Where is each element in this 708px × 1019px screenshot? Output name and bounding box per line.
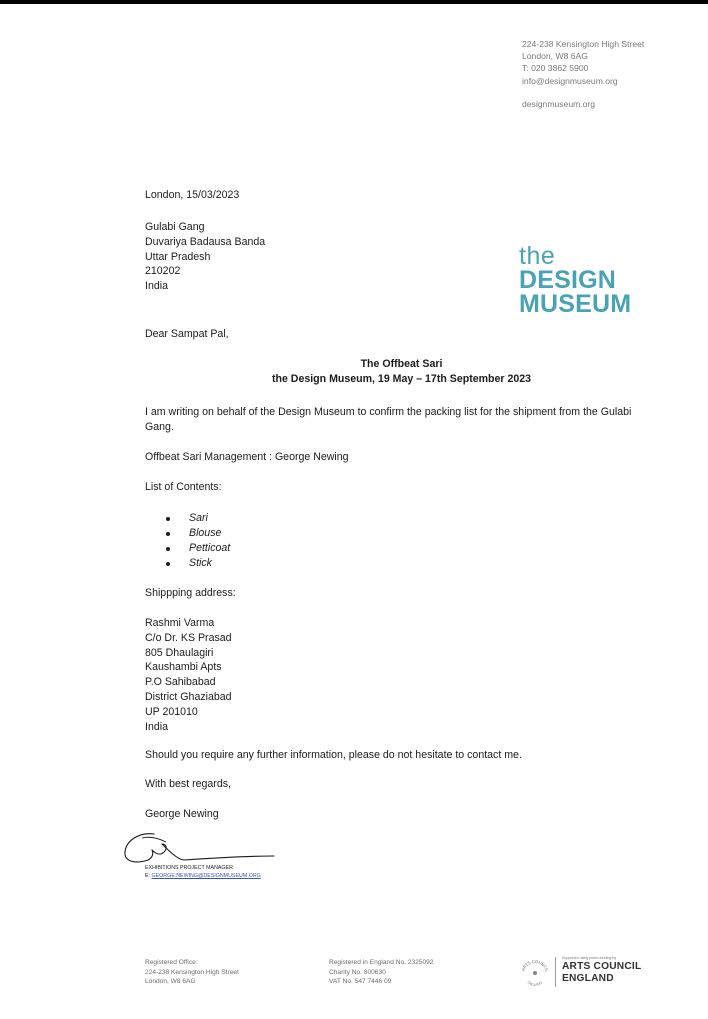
recipient-line: Uttar Pradesh (145, 250, 211, 263)
recipient-line: Gulabi Gang (145, 221, 205, 233)
footer-line: Registered Office: (145, 959, 198, 966)
bullet-icon (166, 562, 170, 566)
logo-the: the (519, 242, 556, 270)
bullet-icon (166, 517, 170, 521)
recipient-address (145, 220, 265, 294)
design-museum-logo (519, 244, 631, 316)
list-item-label: Petticoat (189, 542, 231, 554)
shipping-line: Kaushambi Apts (145, 661, 222, 674)
header-address-line: 224-238 Kensington High Street (522, 39, 645, 49)
bullet-icon (166, 532, 170, 536)
shipping-heading: Shippping address: (145, 587, 236, 599)
shipping-line: Rashmi Varma (145, 617, 215, 629)
svg-text:ARTS COUNCIL: ARTS COUNCIL (520, 958, 550, 973)
footer-line: VAT No. 547 7446 09 (329, 978, 392, 985)
arts-council-seal-icon (519, 957, 551, 989)
place-date: London, 15/03/2023 (145, 189, 240, 201)
bullet-icon (166, 547, 170, 551)
signoff: With best regards, (145, 778, 231, 790)
list-item-label: Sari (189, 512, 208, 524)
list-item-label: Stick (189, 557, 212, 569)
arts-council-tagline: Supported using public funding by (562, 956, 617, 960)
footer-registered-office (145, 958, 239, 987)
svg-text:ENGLAND: ENGLAND (526, 980, 543, 988)
signatory-title: EXHIBITIONS PROJECT MANAGER (145, 865, 233, 871)
top-edge-bar (0, 0, 708, 4)
arts-council-line2: ENGLAND (562, 972, 614, 984)
list-item (166, 511, 230, 526)
shipping-address (145, 616, 232, 734)
list-item (166, 556, 230, 571)
shipping-line: India (145, 720, 168, 733)
header-address-line: London, W8 6AG (522, 51, 588, 62)
recipient-line: Duvariya Badausa Banda (145, 235, 266, 248)
salutation: Dear Sampat Pal, (145, 328, 229, 340)
signatory-email-link[interactable]: GEORGE.NEWING@DESIGNMUSEUM.ORG (151, 872, 261, 879)
signatory-name: George Newing (145, 808, 219, 820)
footer-registration (329, 958, 433, 987)
footer-line: Registered in England No. 2325092 (329, 959, 434, 966)
closing-paragraph: Should you require any further information, please do not hesitate to contact me. (145, 749, 522, 761)
shipping-line: 805 Dhaulagiri (145, 646, 214, 659)
header-address (522, 38, 644, 110)
email-prefix: E: (145, 872, 151, 879)
list-item (166, 526, 230, 541)
logo-design: DESIGN (519, 266, 617, 294)
arts-council-logo (562, 956, 641, 984)
header-email: info@designmuseum.org (522, 75, 618, 86)
intro-paragraph: I am writing on behalf of the Design Museum to confirm the packing list for the shipment from the Gulabi Gang. (145, 406, 632, 433)
exhibition-dates: the Design Museum, 19 May – 17th September 2023 (271, 373, 532, 385)
shipping-line: UP 201010 (145, 705, 198, 718)
management-line: Offbeat Sari Management : George Newing (145, 451, 349, 463)
shipping-line: District Ghaziabad (145, 690, 232, 703)
logo-museum: MUSEUM (519, 290, 632, 318)
list-item-label: Blouse (189, 527, 222, 539)
arts-council-line1: ARTS COUNCIL (562, 961, 642, 972)
shipping-line: C/o Dr. KS Prasad (145, 631, 232, 644)
footer-line: 224-238 Kensington High Street (145, 968, 239, 976)
footer-line: London, W8 6AG (145, 978, 196, 985)
recipient-line: 210202 (145, 265, 181, 278)
header-phone: T: 020 3862 5900 (522, 63, 589, 74)
contents-heading: List of Contents: (145, 481, 222, 493)
recipient-line: India (145, 280, 168, 293)
handwritten-signature (122, 826, 282, 870)
footer-line: Charity No. 800630 (329, 968, 386, 976)
list-item (166, 541, 230, 556)
letter-title (145, 357, 658, 387)
footer-divider (555, 957, 556, 987)
shipping-line: P.O Sahibabad (145, 676, 216, 689)
header-website: designmuseum.org (522, 98, 596, 109)
signatory-email-row (145, 873, 261, 881)
contents-list (166, 511, 230, 571)
signatory-details (145, 865, 261, 880)
exhibition-name: The Offbeat Sari (360, 358, 443, 370)
